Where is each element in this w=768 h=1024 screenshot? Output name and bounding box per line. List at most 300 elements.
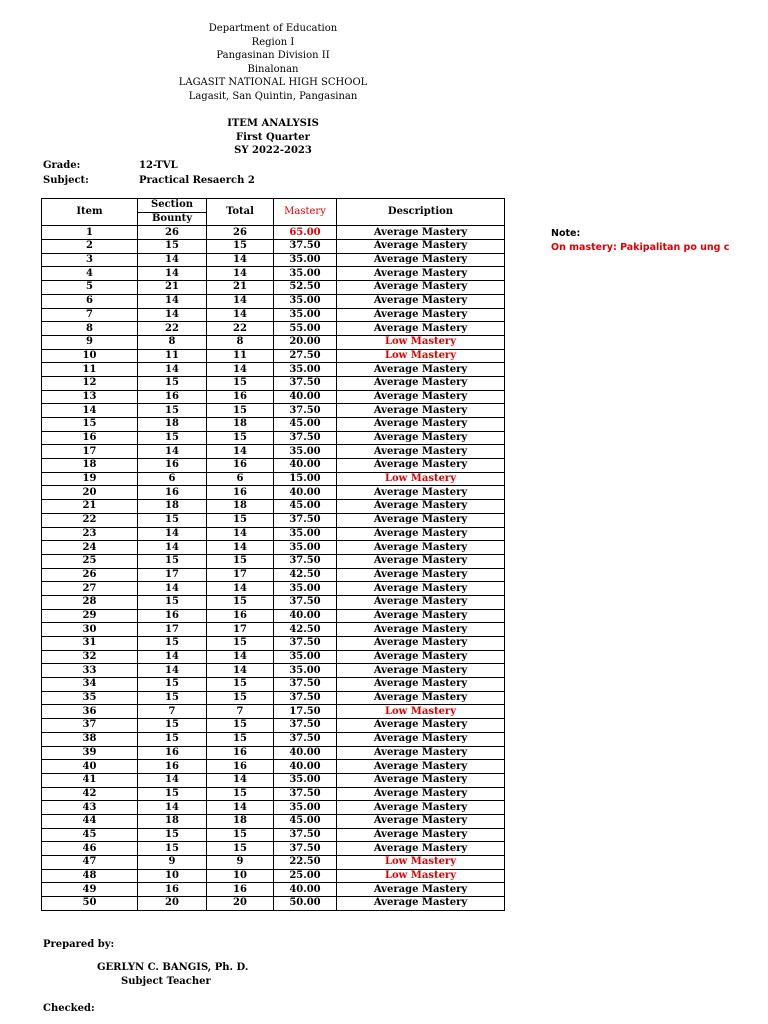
table-row — [42, 623, 505, 637]
cell-total: 15 — [207, 431, 274, 445]
cell-item: 33 — [42, 664, 138, 678]
checked-by-label: Checked: — [43, 1003, 95, 1014]
title-school-year: SY 2022-2023 — [234, 145, 312, 156]
cell-item: 24 — [42, 541, 138, 555]
cell-description: Average Mastery — [337, 678, 505, 692]
item-analysis-table — [41, 198, 505, 911]
table-row — [42, 664, 505, 678]
cell-item: 37 — [42, 719, 138, 733]
cell-description: Average Mastery — [337, 760, 505, 774]
cell-mastery: 42.50 — [274, 623, 337, 637]
table-row — [42, 472, 505, 486]
cell-item: 40 — [42, 760, 138, 774]
cell-description: Average Mastery — [337, 595, 505, 609]
table-row — [42, 294, 505, 308]
header-line-address: Lagasit, San Quintin, Pangasinan — [188, 90, 358, 102]
cell-description: Average Mastery — [337, 253, 505, 267]
cell-mastery: 45.00 — [274, 418, 337, 432]
cell-mastery: 50.00 — [274, 897, 337, 911]
cell-mastery: 35.00 — [274, 363, 337, 377]
cell-item: 8 — [42, 322, 138, 336]
cell-mastery: 40.00 — [274, 609, 337, 623]
table-row — [42, 390, 505, 404]
cell-description: Low Mastery — [337, 472, 505, 486]
cell-description: Average Mastery — [337, 773, 505, 787]
cell-section: 10 — [138, 869, 207, 883]
cell-section: 8 — [138, 335, 207, 349]
table-row — [42, 897, 505, 911]
cell-item: 47 — [42, 856, 138, 870]
cell-section: 14 — [138, 664, 207, 678]
cell-total: 21 — [207, 281, 274, 295]
cell-mastery: 35.00 — [274, 267, 337, 281]
cell-section: 21 — [138, 281, 207, 295]
header-line-school: LAGASIT NATIONAL HIGH SCHOOL — [178, 77, 368, 88]
cell-section: 15 — [138, 732, 207, 746]
cell-total: 16 — [207, 609, 274, 623]
cell-total: 14 — [207, 363, 274, 377]
cell-total: 14 — [207, 650, 274, 664]
cell-mastery: 35.00 — [274, 582, 337, 596]
cell-item: 38 — [42, 732, 138, 746]
cell-mastery: 42.50 — [274, 568, 337, 582]
cell-total: 15 — [207, 240, 274, 254]
cell-description: Average Mastery — [337, 363, 505, 377]
cell-section: 14 — [138, 445, 207, 459]
teacher-role: Subject Teacher — [121, 976, 211, 987]
cell-section: 15 — [138, 691, 207, 705]
cell-item: 11 — [42, 363, 138, 377]
cell-total: 16 — [207, 746, 274, 760]
cell-total: 14 — [207, 664, 274, 678]
col-header-description: Description — [337, 199, 505, 226]
cell-section: 16 — [138, 390, 207, 404]
cell-section: 14 — [138, 650, 207, 664]
cell-item: 13 — [42, 390, 138, 404]
cell-total: 15 — [207, 787, 274, 801]
cell-item: 30 — [42, 623, 138, 637]
table-row — [42, 609, 505, 623]
cell-description: Average Mastery — [337, 568, 505, 582]
cell-section: 14 — [138, 541, 207, 555]
cell-description: Average Mastery — [337, 691, 505, 705]
cell-total: 15 — [207, 678, 274, 692]
cell-total: 14 — [207, 541, 274, 555]
cell-mastery: 35.00 — [274, 527, 337, 541]
cell-mastery: 27.50 — [274, 349, 337, 363]
header-line-department: Department of Education — [208, 23, 338, 34]
table-row — [42, 595, 505, 609]
cell-section: 15 — [138, 678, 207, 692]
cell-item: 4 — [42, 267, 138, 281]
cell-total: 14 — [207, 582, 274, 596]
cell-total: 17 — [207, 623, 274, 637]
cell-mastery: 37.50 — [274, 732, 337, 746]
table-row — [42, 760, 505, 774]
cell-section: 16 — [138, 746, 207, 760]
cell-mastery: 17.50 — [274, 705, 337, 719]
cell-description: Average Mastery — [337, 240, 505, 254]
cell-section: 14 — [138, 294, 207, 308]
cell-description: Low Mastery — [337, 349, 505, 363]
cell-section: 14 — [138, 582, 207, 596]
table-row — [42, 431, 505, 445]
cell-item: 43 — [42, 801, 138, 815]
cell-item: 17 — [42, 445, 138, 459]
cell-description: Average Mastery — [337, 637, 505, 651]
cell-item: 41 — [42, 773, 138, 787]
cell-description: Average Mastery — [337, 554, 505, 568]
cell-item: 16 — [42, 431, 138, 445]
table-row — [42, 267, 505, 281]
cell-total: 11 — [207, 349, 274, 363]
cell-description: Average Mastery — [337, 404, 505, 418]
cell-total: 22 — [207, 322, 274, 336]
cell-item: 10 — [42, 349, 138, 363]
cell-item: 20 — [42, 486, 138, 500]
cell-mastery: 15.00 — [274, 472, 337, 486]
cell-item: 49 — [42, 883, 138, 897]
cell-item: 26 — [42, 568, 138, 582]
table-row — [42, 568, 505, 582]
cell-section: 15 — [138, 240, 207, 254]
cell-section: 15 — [138, 431, 207, 445]
cell-item: 19 — [42, 472, 138, 486]
cell-mastery: 40.00 — [274, 883, 337, 897]
cell-mastery: 35.00 — [274, 445, 337, 459]
cell-mastery: 37.50 — [274, 842, 337, 856]
cell-total: 14 — [207, 253, 274, 267]
cell-mastery: 35.00 — [274, 650, 337, 664]
cell-section: 15 — [138, 404, 207, 418]
cell-total: 15 — [207, 513, 274, 527]
cell-total: 15 — [207, 842, 274, 856]
table-row — [42, 691, 505, 705]
cell-mastery: 37.50 — [274, 828, 337, 842]
table-row — [42, 773, 505, 787]
cell-mastery: 20.00 — [274, 335, 337, 349]
table-row — [42, 253, 505, 267]
prepared-by-label: Prepared by: — [43, 939, 115, 950]
cell-description: Low Mastery — [337, 705, 505, 719]
cell-item: 6 — [42, 294, 138, 308]
table-row — [42, 513, 505, 527]
cell-mastery: 52.50 — [274, 281, 337, 295]
cell-section: 16 — [138, 883, 207, 897]
cell-section: 11 — [138, 349, 207, 363]
report-title — [0, 117, 546, 158]
cell-total: 17 — [207, 568, 274, 582]
cell-item: 46 — [42, 842, 138, 856]
cell-item: 39 — [42, 746, 138, 760]
cell-total: 16 — [207, 459, 274, 473]
cell-description: Average Mastery — [337, 267, 505, 281]
cell-section: 22 — [138, 322, 207, 336]
table-row — [42, 787, 505, 801]
cell-total: 20 — [207, 897, 274, 911]
cell-item: 25 — [42, 554, 138, 568]
cell-description: Average Mastery — [337, 787, 505, 801]
cell-total: 10 — [207, 869, 274, 883]
cell-section: 16 — [138, 486, 207, 500]
cell-section: 16 — [138, 609, 207, 623]
cell-item: 15 — [42, 418, 138, 432]
cell-section: 17 — [138, 623, 207, 637]
cell-mastery: 35.00 — [274, 308, 337, 322]
cell-item: 3 — [42, 253, 138, 267]
cell-total: 16 — [207, 760, 274, 774]
cell-mastery: 37.50 — [274, 637, 337, 651]
cell-section: 9 — [138, 856, 207, 870]
table-row — [42, 828, 505, 842]
cell-item: 28 — [42, 595, 138, 609]
cell-item: 27 — [42, 582, 138, 596]
table-row — [42, 678, 505, 692]
cell-section: 17 — [138, 568, 207, 582]
cell-total: 15 — [207, 404, 274, 418]
cell-description: Average Mastery — [337, 418, 505, 432]
cell-mastery: 37.50 — [274, 404, 337, 418]
cell-section: 14 — [138, 253, 207, 267]
cell-item: 18 — [42, 459, 138, 473]
cell-section: 15 — [138, 719, 207, 733]
cell-description: Average Mastery — [337, 445, 505, 459]
table-row — [42, 705, 505, 719]
cell-description: Average Mastery — [337, 513, 505, 527]
cell-description: Average Mastery — [337, 801, 505, 815]
cell-description: Average Mastery — [337, 883, 505, 897]
cell-item: 44 — [42, 814, 138, 828]
table-row — [42, 637, 505, 651]
cell-section: 15 — [138, 842, 207, 856]
table-row — [42, 650, 505, 664]
cell-item: 50 — [42, 897, 138, 911]
cell-mastery: 37.50 — [274, 787, 337, 801]
cell-total: 14 — [207, 773, 274, 787]
table-row — [42, 500, 505, 514]
cell-total: 6 — [207, 472, 274, 486]
table-row — [42, 418, 505, 432]
table-row — [42, 801, 505, 815]
table-row — [42, 281, 505, 295]
cell-total: 14 — [207, 308, 274, 322]
table-row — [42, 486, 505, 500]
cell-description: Average Mastery — [337, 814, 505, 828]
cell-description: Average Mastery — [337, 650, 505, 664]
cell-mastery: 37.50 — [274, 376, 337, 390]
cell-item: 7 — [42, 308, 138, 322]
col-header-section: Section — [138, 199, 207, 213]
cell-section: 15 — [138, 513, 207, 527]
cell-total: 14 — [207, 294, 274, 308]
cell-mastery: 37.50 — [274, 240, 337, 254]
table-row — [42, 459, 505, 473]
table-row — [42, 335, 505, 349]
cell-description: Average Mastery — [337, 390, 505, 404]
cell-description: Average Mastery — [337, 609, 505, 623]
cell-item: 48 — [42, 869, 138, 883]
cell-mastery: 55.00 — [274, 322, 337, 336]
table-row — [42, 582, 505, 596]
table-body — [42, 226, 505, 910]
cell-section: 14 — [138, 267, 207, 281]
table-row — [42, 226, 505, 240]
cell-section: 15 — [138, 828, 207, 842]
cell-description: Average Mastery — [337, 527, 505, 541]
cell-section: 15 — [138, 554, 207, 568]
cell-total: 8 — [207, 335, 274, 349]
table-row — [42, 322, 505, 336]
grade-value: 12-TVL — [139, 160, 178, 171]
cell-total: 9 — [207, 856, 274, 870]
cell-description: Average Mastery — [337, 500, 505, 514]
cell-description: Average Mastery — [337, 281, 505, 295]
cell-mastery: 35.00 — [274, 773, 337, 787]
cell-section: 16 — [138, 459, 207, 473]
cell-description: Average Mastery — [337, 842, 505, 856]
table-row — [42, 541, 505, 555]
cell-total: 16 — [207, 883, 274, 897]
cell-mastery: 35.00 — [274, 541, 337, 555]
col-header-section-bounty: Bounty — [138, 212, 207, 226]
teacher-name: GERLYN C. BANGIS, Ph. D. — [97, 962, 249, 973]
table-row — [42, 883, 505, 897]
cell-description: Average Mastery — [337, 732, 505, 746]
cell-total: 15 — [207, 828, 274, 842]
cell-mastery: 35.00 — [274, 253, 337, 267]
cell-item: 2 — [42, 240, 138, 254]
cell-total: 14 — [207, 267, 274, 281]
cell-total: 15 — [207, 554, 274, 568]
table-row — [42, 719, 505, 733]
cell-total: 16 — [207, 390, 274, 404]
cell-section: 14 — [138, 527, 207, 541]
cell-total: 15 — [207, 691, 274, 705]
cell-mastery: 35.00 — [274, 801, 337, 815]
cell-item: 31 — [42, 637, 138, 651]
cell-total: 15 — [207, 719, 274, 733]
table-row — [42, 363, 505, 377]
cell-description: Average Mastery — [337, 308, 505, 322]
cell-description: Average Mastery — [337, 486, 505, 500]
cell-total: 16 — [207, 486, 274, 500]
cell-mastery: 40.00 — [274, 390, 337, 404]
cell-section: 14 — [138, 801, 207, 815]
cell-mastery: 45.00 — [274, 814, 337, 828]
cell-total: 15 — [207, 732, 274, 746]
cell-section: 14 — [138, 773, 207, 787]
cell-description: Average Mastery — [337, 431, 505, 445]
cell-section: 15 — [138, 637, 207, 651]
cell-mastery: 40.00 — [274, 459, 337, 473]
cell-mastery: 65.00 — [274, 226, 337, 240]
table-row — [42, 308, 505, 322]
table-row — [42, 240, 505, 254]
cell-section: 14 — [138, 308, 207, 322]
cell-description: Average Mastery — [337, 746, 505, 760]
table-row — [42, 856, 505, 870]
cell-total: 14 — [207, 445, 274, 459]
cell-mastery: 37.50 — [274, 719, 337, 733]
cell-section: 15 — [138, 376, 207, 390]
cell-mastery: 37.50 — [274, 691, 337, 705]
cell-mastery: 45.00 — [274, 500, 337, 514]
cell-item: 5 — [42, 281, 138, 295]
cell-description: Average Mastery — [337, 664, 505, 678]
cell-total: 15 — [207, 637, 274, 651]
cell-description: Low Mastery — [337, 335, 505, 349]
cell-total: 18 — [207, 500, 274, 514]
cell-section: 18 — [138, 814, 207, 828]
cell-item: 34 — [42, 678, 138, 692]
cell-section: 18 — [138, 418, 207, 432]
cell-mastery: 37.50 — [274, 431, 337, 445]
header-line-region: Region I — [251, 36, 295, 48]
col-header-total: Total — [207, 199, 274, 226]
cell-mastery: 37.50 — [274, 595, 337, 609]
header-line-municipality: Binalonan — [247, 63, 299, 75]
cell-mastery: 22.50 — [274, 856, 337, 870]
table-row — [42, 746, 505, 760]
cell-item: 1 — [42, 226, 138, 240]
cell-total: 26 — [207, 226, 274, 240]
cell-description: Average Mastery — [337, 376, 505, 390]
title-quarter: First Quarter — [236, 131, 310, 143]
cell-description: Average Mastery — [337, 719, 505, 733]
cell-item: 36 — [42, 705, 138, 719]
table-row — [42, 527, 505, 541]
cell-description: Average Mastery — [337, 623, 505, 637]
cell-mastery: 25.00 — [274, 869, 337, 883]
cell-total: 14 — [207, 801, 274, 815]
col-header-item: Item — [42, 199, 138, 226]
subject-label: Subject: — [43, 175, 89, 186]
col-header-mastery: Mastery — [274, 199, 337, 226]
cell-description: Average Mastery — [337, 897, 505, 911]
cell-item: 21 — [42, 500, 138, 514]
cell-description: Average Mastery — [337, 322, 505, 336]
table-row — [42, 554, 505, 568]
cell-item: 22 — [42, 513, 138, 527]
cell-total: 7 — [207, 705, 274, 719]
cell-mastery: 37.50 — [274, 513, 337, 527]
cell-description: Average Mastery — [337, 294, 505, 308]
cell-mastery: 40.00 — [274, 746, 337, 760]
cell-mastery: 37.50 — [274, 554, 337, 568]
cell-description: Low Mastery — [337, 869, 505, 883]
cell-item: 35 — [42, 691, 138, 705]
cell-item: 9 — [42, 335, 138, 349]
cell-section: 20 — [138, 897, 207, 911]
cell-total: 15 — [207, 376, 274, 390]
table-row — [42, 732, 505, 746]
cell-item: 32 — [42, 650, 138, 664]
cell-mastery: 35.00 — [274, 294, 337, 308]
school-header — [0, 22, 546, 103]
cell-section: 26 — [138, 226, 207, 240]
header-line-division: Pangasinan Division II — [216, 50, 330, 61]
cell-description: Average Mastery — [337, 828, 505, 842]
cell-description: Average Mastery — [337, 582, 505, 596]
cell-section: 18 — [138, 500, 207, 514]
cell-item: 14 — [42, 404, 138, 418]
table-row — [42, 376, 505, 390]
cell-section: 6 — [138, 472, 207, 486]
cell-item: 23 — [42, 527, 138, 541]
cell-description: Average Mastery — [337, 459, 505, 473]
table-row — [42, 814, 505, 828]
cell-total: 18 — [207, 418, 274, 432]
